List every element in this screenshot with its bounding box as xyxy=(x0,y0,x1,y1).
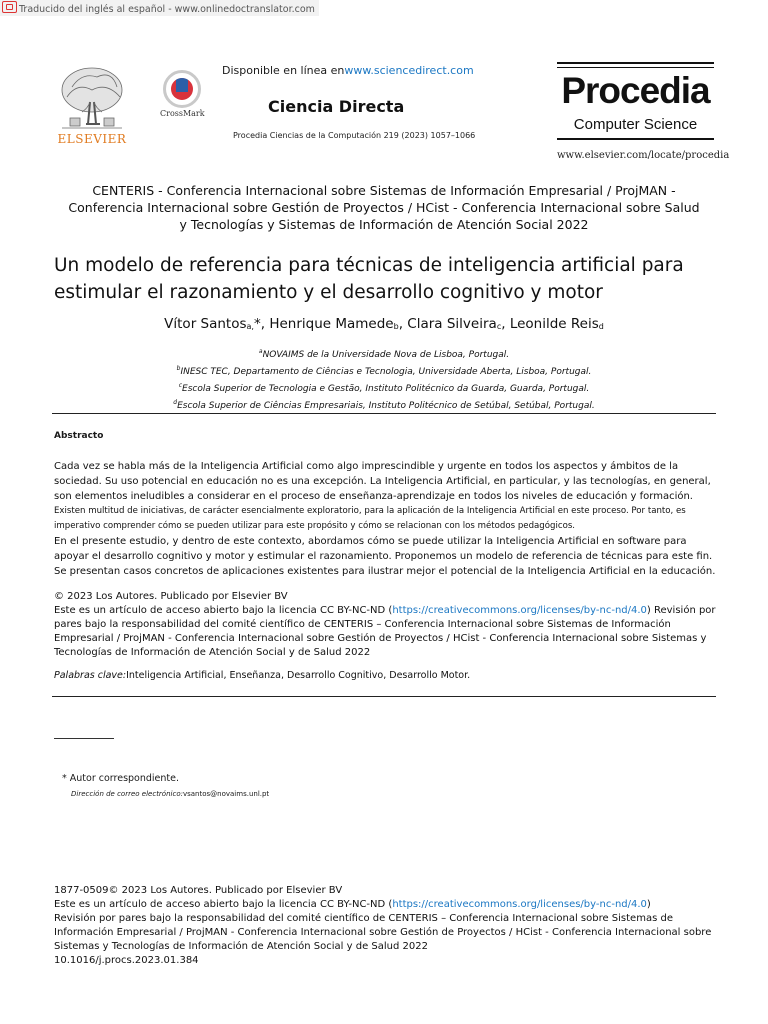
license-block xyxy=(54,590,718,660)
email-label: Dirección de correo electrónico: xyxy=(71,790,183,798)
translator-banner[interactable] xyxy=(0,0,319,16)
affil-text: Escola Superior de Ciências Empresariais, Instituto Politécnico de Setúbal, Setúbal, Portugal. xyxy=(177,401,595,411)
peer-review-note: Revisión por pares bajo la responsabilidad del comité científico de CENTERIS – Conferencia Internacional sobre Sistemas de Información Empresarial / ProjMAN - Conferencia Internacional sobre Gestión de Proyectos / HCist - Conferencia Internacional sobre Sistemas y Tecnologías de Información de Atención Social y de Salud 2022 xyxy=(54,913,712,952)
affil-text: INESC TEC, Departamento de Ciências e Tecnologia, Universidade Aberta, Lisboa, Portugal. xyxy=(180,367,592,377)
banner-text: Traducido del inglés al español - www.onlinedoctranslator.com xyxy=(19,4,315,15)
abstract-paragraph: En el presente estudio, y dentro de este contexto, abordamos cómo se puede utilizar la Inteligencia Artificial en software para apoyar el desarrollo cognitivo y motor y estimular el razonamiento. Proponemos un modelo de referencia de técnicas para este fin. Se presentan casos concretos de aplicaciones existentes para ilustrar mejor el potencial de la Inteligencia Artificial en la educación. xyxy=(54,536,716,577)
keywords xyxy=(54,670,718,681)
translate-icon xyxy=(2,1,17,13)
footer-license-prefix: Este es un artículo de acceso abierto bajo la licencia CC BY-NC-ND ( xyxy=(54,899,393,910)
author-affil-mark: a, xyxy=(246,322,254,331)
license-link[interactable]: https://creativecommons.org/licenses/by-nc-nd/4.0 xyxy=(392,605,647,616)
doi[interactable]: 10.1016/j.procs.2023.01.384 xyxy=(54,955,199,966)
crossmark-badge[interactable] xyxy=(160,70,204,120)
paper-title xyxy=(54,252,714,306)
procedia-bottom-rule xyxy=(557,138,714,140)
affil-mark: a xyxy=(258,348,263,355)
author-affil-mark: b xyxy=(393,322,399,331)
crossmark-label: CrossMark xyxy=(160,109,205,118)
science-direct-brand: Ciencia Directa xyxy=(268,97,405,116)
affil-text: Escola Superior de Tecnologia e Gestão, Instituto Politécnico da Guarda, Guarda, Portugal. xyxy=(182,384,590,394)
email-note xyxy=(71,790,269,798)
affil-mark: c xyxy=(178,382,183,389)
divider xyxy=(52,413,716,414)
conference-line: Conferencia Internacional sobre Gestión de Proyectos / HCist - Conferencia Internacional sobre Salud xyxy=(68,200,700,215)
footer-block xyxy=(54,884,724,968)
elsevier-wordmark: ELSEVIER xyxy=(57,132,127,146)
abstract-heading: Abstracto xyxy=(54,431,104,441)
procedia-top-rule xyxy=(557,62,714,64)
affiliation xyxy=(54,396,714,413)
crossmark-icon xyxy=(163,70,201,108)
footer-license-suffix: ) xyxy=(646,899,651,910)
corresponding-mark: * xyxy=(253,316,261,332)
conference-name xyxy=(54,182,714,233)
abstract-body xyxy=(54,459,716,579)
procedia-wordmark: Procedia xyxy=(561,70,710,111)
copyright-line: © 2023 Los Autores. Publicado por Elsevier BV xyxy=(54,591,288,602)
title-line: Un modelo de referencia para técnicas de inteligencia artificial para xyxy=(54,255,684,276)
affiliation xyxy=(54,379,714,396)
author-name: Henrique Mamede xyxy=(269,316,394,332)
title-line: estimular el razonamiento y el desarrollo cognitivo y motor xyxy=(54,282,603,303)
issn-line: 1877-0509© 2023 Los Autores. Publicado por Elsevier BV xyxy=(54,885,343,896)
email-address[interactable]: vsantos@novaims.unl.pt xyxy=(182,790,270,798)
corresponding-author-note: * Autor correspondiente. xyxy=(62,773,180,784)
license-prefix: Este es un artículo de acceso abierto bajo la licencia CC BY-NC-ND ( xyxy=(54,605,393,616)
author-affil-mark: d xyxy=(598,322,604,331)
available-online xyxy=(222,64,474,77)
keywords-label: Palabras clave: xyxy=(54,670,127,681)
license-text xyxy=(54,604,718,660)
procedia-subtitle: Computer Science xyxy=(573,116,698,133)
affil-mark: b xyxy=(176,365,181,372)
author-affil-mark: c xyxy=(496,322,502,331)
footer-license xyxy=(54,898,724,912)
license-suffix: ) Revisión por pares bajo la responsabilidad del comité científico de CENTERIS – Conferencia Internacional sobre Sistemas de Información Empresarial / ProjMAN - Conferencia Internacional sobre Gestión de Proyectos / HCist - Conferencia Internacional sobre Sistemas y Tecnologías de Información de Atención Social y de Salud 2022 xyxy=(54,605,716,658)
affiliation-list xyxy=(54,345,714,413)
procedia-top-rule-thin xyxy=(557,67,714,68)
affil-text: NOVAIMS de la Universidade Nova de Lisboa, Portugal. xyxy=(262,350,510,360)
keywords-text: Inteligencia Artificial, Enseñanza, Desarrollo Cognitivo, Desarrollo Motor. xyxy=(126,670,471,681)
divider xyxy=(52,696,716,697)
author-list: Vítor Santos$_{a,}$*, Henrique Mamede$_b$, Clara Silveira$_c$, Leonilde Reis$_d$ xyxy=(164,316,604,332)
sciencedirect-link[interactable]: www.sciencedirect.com xyxy=(344,64,474,77)
affiliation xyxy=(54,345,714,362)
conference-line: CENTERIS - Conferencia Internacional sobre Sistemas de Información Empresarial / ProjMAN - xyxy=(92,183,676,198)
journal-citation: Procedia Ciencias de la Computación 219 (2023) 1057–1066 xyxy=(233,131,476,140)
abstract-paragraph: Existen multitud de iniciativas, de carácter esencialmente exploratorio, para la aplicación de la Inteligencia Artificial en este proceso. Por tanto, es imperativo comprender cómo se pueden utilizar para este propósito y cómo se relacionan con los métodos pedagógicos. xyxy=(54,506,686,531)
journal-homepage-link[interactable]: www.elsevier.com/locate/procedia xyxy=(557,150,730,161)
available-prefix: Disponible en línea en xyxy=(222,64,345,77)
footnote-rule xyxy=(54,738,114,739)
author-name: Vítor Santos xyxy=(164,316,247,332)
conference-line: y Tecnologías y Sistemas de Información de Atención Social 2022 xyxy=(179,217,589,232)
footer-license-link[interactable]: https://creativecommons.org/licenses/by-nc-nd/4.0 xyxy=(392,899,647,910)
affil-mark: d xyxy=(173,399,178,406)
author-name: Leonilde Reis xyxy=(509,316,599,332)
abstract-paragraph: Cada vez se habla más de la Inteligencia Artificial como algo imprescindible y urgente en todos los aspectos y ámbitos de la sociedad. Su uso potencial en educación no es una excepción. La Inteligencia Artificial, en particular, y las tecnologías, en general, son elementos ineludibles a considerar en el proceso de enseñanza-aprendizaje en todos los niveles de educación y formación. xyxy=(54,461,711,502)
affiliation xyxy=(54,362,714,379)
author-name: Clara Silveira xyxy=(407,316,497,332)
